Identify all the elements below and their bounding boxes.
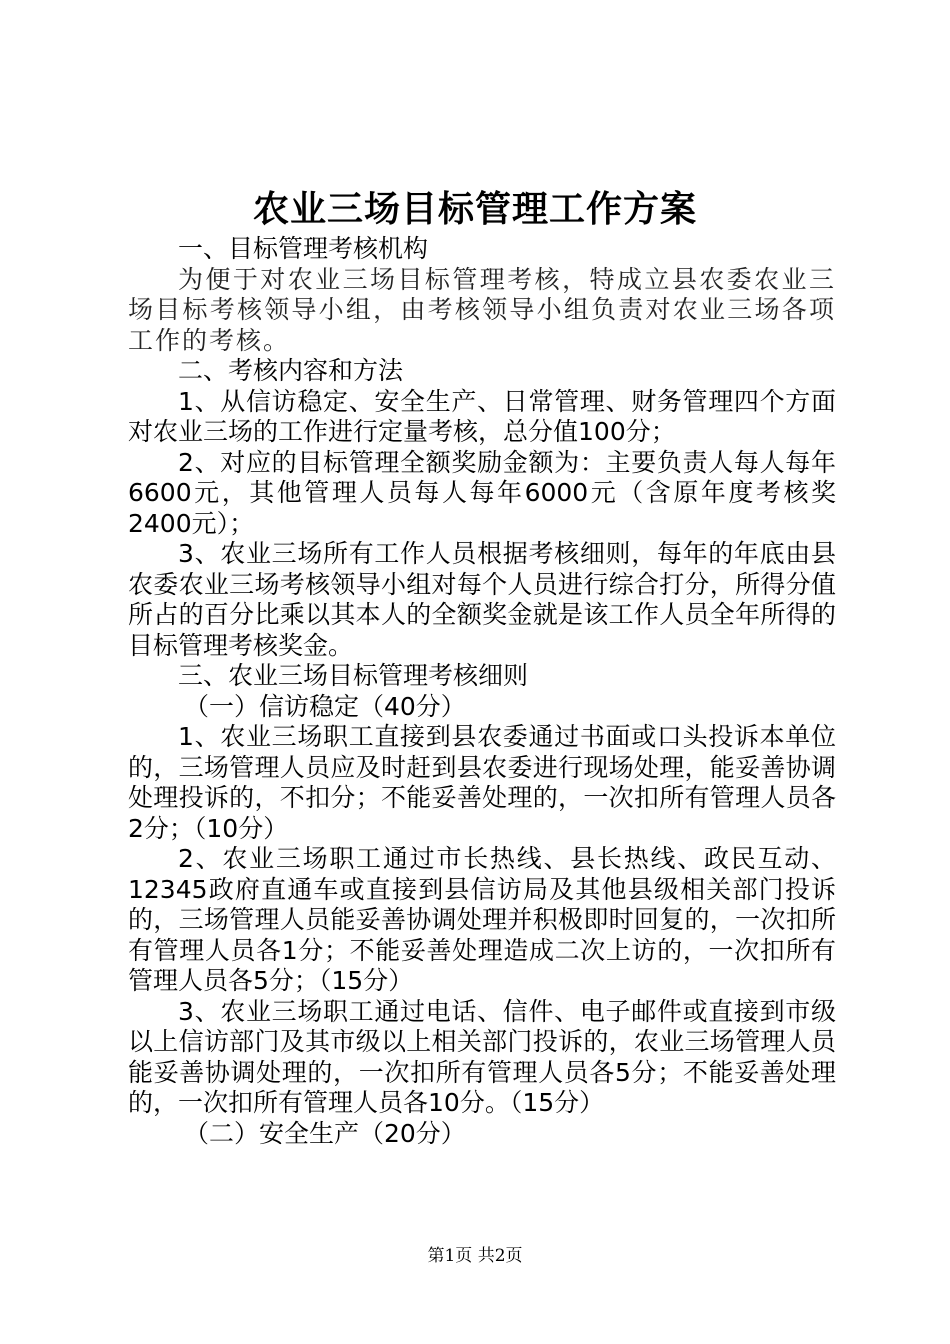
paragraph-4: 3、农业三场所有工作人员根据考核细则，每年的年底由县农委农业三场考核领导小组对每个人员进行综合打分，所得分值所占的百分比乘以其本人的全额奖金就是该工作人员全年所得的目标管理考核奖金。 bbox=[128, 539, 836, 660]
document-body bbox=[128, 234, 836, 1149]
paragraph-6: 2、农业三场职工通过市长热线、县长热线、政民互动、12345政府直通车或直接到县信访局及其他县级相关部门投诉的，三场管理人员能妥善协调处理并积极即时回复的，一次扣所有管理人员各1分；不能妥善处理造成二次上访的，一次扣所有管理人员各5分；（15分） bbox=[128, 844, 836, 995]
section-heading-3: 三、农业三场目标管理考核细则 bbox=[178, 661, 529, 690]
paragraph-3: 2、对应的目标管理全额奖励金额为：主要负责人每人每年6600元，其他管理人员每人每年6000元（含原年度考核奖2400元）； bbox=[128, 447, 836, 538]
paragraph-5: 1、农业三场职工直接到县农委通过书面或口头投诉本单位的，三场管理人员应及时赶到县农委进行现场处理，能妥善协调处理投诉的，不扣分；不能妥善处理的，一次扣所有管理人员各2分；（10分） bbox=[128, 722, 836, 843]
subsection-heading-1: （一）信访稳定（40分） bbox=[184, 691, 466, 721]
subsection-heading-2: （二）安全生产（20分） bbox=[184, 1118, 466, 1148]
document-title: 农业三场目标管理工作方案 bbox=[252, 188, 697, 230]
paragraph-7: 3、农业三场职工通过电话、信件、电子邮件或直接到市级以上信访部门及其市级以上相关部门投诉的，农业三场管理人员能妥善协调处理的，一次扣所有管理人员各5分；不能妥善处理的，一次扣所有管理人员各10分。（15分） bbox=[128, 996, 836, 1117]
paragraph-1: 为便于对农业三场目标管理考核，特成立县农委农业三场目标考核领导小组，由考核领导小组负责对农业三场各项工作的考核。 bbox=[128, 264, 836, 355]
page-footer: 第1页 共2页 bbox=[427, 1246, 523, 1266]
section-heading-2: 二、考核内容和方法 bbox=[178, 356, 404, 385]
paragraph-2: 1、从信访稳定、安全生产、日常管理、财务管理四个方面对农业三场的工作进行定量考核，总分值100分； bbox=[128, 386, 836, 446]
section-heading-1: 一、目标管理考核机构 bbox=[178, 234, 429, 263]
